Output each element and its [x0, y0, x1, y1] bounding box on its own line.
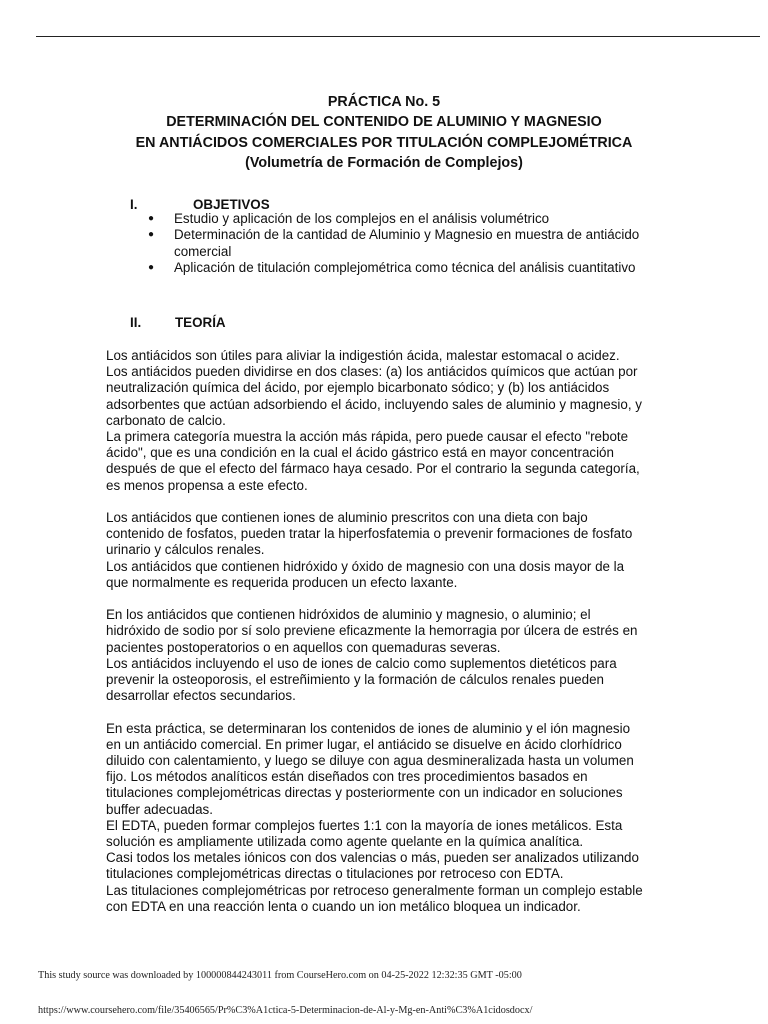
document-title-line-1: DETERMINACIÓN DEL CONTENIDO DE ALUMINIO Y MAGNESIO	[166, 114, 602, 131]
document-header	[0, 92, 768, 174]
source-url-link[interactable]: https://www.coursehero.com/file/35406565/Pr%C3%A1ctica-5-Determinacion-de-Al-y-Mg-en-Anti%C3%A1cidosdocx/	[38, 1005, 533, 1016]
paragraph: En esta práctica, se determinaran los contenidos de iones de aluminio y el ión magnesio en un antiácido comercial. En primer lugar, el antiácido se disuelve en ácido clorhídrico diluido con calentamiento, y luego se diluye con agua desmineralizada hasta un volumen fijo. Los métodos analíticos están diseñados con tres procedimientos basados en titulaciones complejométricas directas y posteriormente con un indicador en soluciones buffer adecuadas. El EDTA, pueden formar complejos fuertes 1:1 con la mayoría de iones metálicos. Esta solución es ampliamente utilizada como agente quelante en la química analítica. Casi todos los metales iónicos con dos valencias o más, pueden ser analizados utilizando titulaciones complejométricas directas o titulaciones por retroceso con EDTA. Las titulaciones complejométricas por retroceso generalmente forman un complejo estable con EDTA en una reacción lenta o cuando un ion metálico bloquea un indicador.	[106, 720, 643, 914]
paragraph: Los antiácidos que contienen iones de aluminio prescritos con una dieta con bajo contenido de fosfatos, pueden tratar la hiperfosfatemia o prevenir formaciones de fosfato urinario y cálculos renales. Los antiácidos que contienen hidróxido y óxido de magnesio con una dosis mayor de la que normalmente es requerida producen un efecto laxante.	[106, 510, 633, 590]
top-divider	[36, 36, 760, 37]
paragraph: Los antiácidos son útiles para aliviar la indigestión ácida, malestar estomacal o acidez. Los antiácidos pueden dividirse en dos clases: (a) los antiácidos químicos que actúan por neutralización química del ácido, por ejemplo bicarbonato sódico; y (b) los antiácidos adsorbentes que actúan adsorbiendo el ácido, incluyendo sales de aluminio y magnesio, y carbonato de calcio. La primera categoría muestra la acción más rápida, pero puede causar el efecto "rebote ácido", que es una condición en la cual el ácido gástrico está en mayor concentración después de que el efecto del fármaco haya cesado. Por el contrario la segunda categoría, es menos propensa a este efecto.	[106, 348, 642, 493]
paragraph: En los antiácidos que contienen hidróxidos de aluminio y magnesio, o aluminio; el hidróxido de sodio por sí solo previene eficazmente la hemorragia por úlcera de estrés en pacientes postoperatorios o en aquellos con quemaduras severas. Los antiácidos incluyendo el uso de iones de calcio como suplementos dietéticos para prevenir la osteoporosis, el estreñimiento y la formación de cálculos renales pueden desarrollar efectos secundarios.	[106, 607, 638, 704]
document-title-line-2: EN ANTIÁCIDOS COMERCIALES POR TITULACIÓN COMPLEJOMÉTRICA	[135, 134, 633, 151]
list-item: ● Aplicación de titulación complejométrica como técnica del análisis cuantitativo	[148, 260, 668, 276]
document-subtitle: (Volumetría de Formación de Complejos)	[245, 155, 523, 172]
section-number: I.	[130, 197, 138, 212]
list-item: ● Estudio y aplicación de los complejos en el análisis volumétrico	[148, 211, 668, 227]
section-title: TEORÍA	[175, 315, 226, 330]
section-number: II.	[130, 315, 142, 330]
practice-number: PRÁCTICA No. 5	[327, 94, 441, 110]
list-item: ● Determinación de la cantidad de Aluminio y Magnesio en muestra de antiácido comercial	[148, 227, 668, 260]
objectives-list	[148, 211, 668, 276]
theory-body	[106, 348, 686, 931]
download-source-notice: This study source was downloaded by 100000844243011 from CourseHero.com on 04-25-2022 12:32:35 GMT -05:00	[38, 970, 522, 981]
section-title: OBJETIVOS	[193, 197, 270, 212]
